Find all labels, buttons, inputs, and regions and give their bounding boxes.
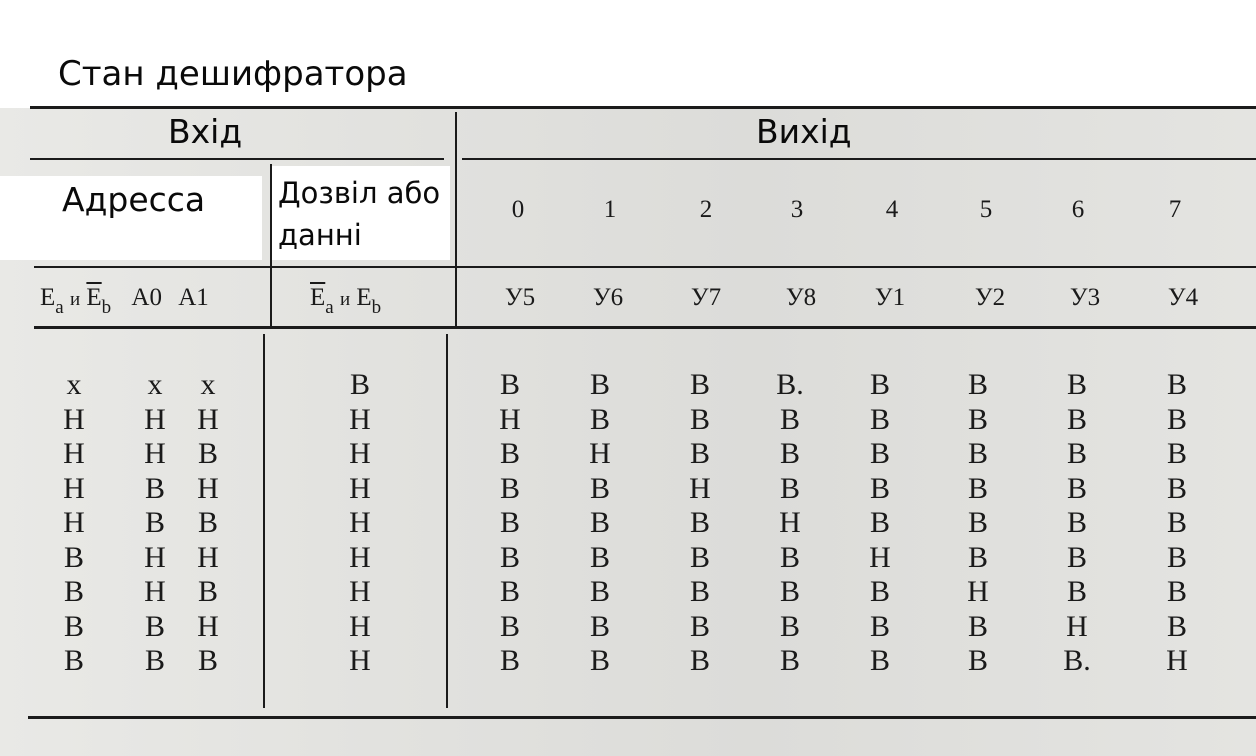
table-cell-output: В bbox=[689, 644, 710, 677]
en-ea-subscript: a bbox=[325, 297, 334, 318]
input-output-divider bbox=[455, 112, 457, 326]
table-cell-output: Н bbox=[499, 403, 521, 436]
en-and-label: и bbox=[339, 289, 351, 310]
top-rule bbox=[30, 106, 1256, 109]
table-cell-a0: Н bbox=[144, 541, 166, 574]
table-cell-ea-eb: В bbox=[63, 541, 84, 574]
input-header: Вхід bbox=[168, 112, 243, 151]
table-cell-output: В bbox=[689, 403, 710, 436]
table-cell-output: В bbox=[689, 575, 710, 608]
table-cell-output: Н bbox=[689, 472, 711, 505]
table-cell-a0: В bbox=[144, 644, 165, 677]
table-cell-output: Н bbox=[967, 575, 989, 608]
enable-header-line1: Дозвіл або bbox=[278, 176, 441, 210]
table-cell-output: Н bbox=[869, 541, 891, 574]
table-cell-a1: В bbox=[197, 575, 218, 608]
table-cell-en: Н bbox=[349, 575, 371, 608]
table-cell-output: В bbox=[499, 575, 520, 608]
address-enable-divider-body bbox=[263, 334, 265, 708]
output-header: Вихід bbox=[756, 112, 852, 151]
address-subheader bbox=[40, 284, 209, 318]
table-cell-a1: В bbox=[197, 437, 218, 470]
table-cell-ea-eb: В bbox=[63, 610, 84, 643]
table-cell-output: В bbox=[499, 506, 520, 539]
table-cell-output: В bbox=[869, 437, 890, 470]
output-code: У8 bbox=[785, 284, 817, 311]
eb-label: $\overline{E}$ bbox=[86, 284, 102, 311]
table-cell-output: В bbox=[1066, 541, 1087, 574]
table-cell-output: В bbox=[499, 541, 520, 574]
table-cell-output: Н bbox=[589, 437, 611, 470]
table-cell-ea-eb: В bbox=[63, 575, 84, 608]
table-cell-en: Н bbox=[349, 437, 371, 470]
table-cell-a0: x bbox=[147, 368, 163, 401]
eb-subscript: b bbox=[101, 297, 112, 318]
table-cell-en: В bbox=[349, 368, 370, 401]
subheader-rule bbox=[34, 266, 1256, 268]
table-cell-output: В bbox=[689, 610, 710, 643]
table-cell-a1: Н bbox=[197, 472, 219, 505]
table-cell-output: В bbox=[499, 437, 520, 470]
table-cell-output: В bbox=[967, 437, 988, 470]
table-cell-output: В bbox=[1166, 368, 1187, 401]
output-code: У5 bbox=[504, 284, 536, 311]
table-cell-output: В bbox=[869, 610, 890, 643]
output-code: У2 bbox=[974, 284, 1006, 311]
output-number: 3 bbox=[790, 196, 804, 223]
table-cell-output: В bbox=[779, 437, 800, 470]
table-cell-output: В bbox=[869, 472, 890, 505]
table-cell-ea-eb: x bbox=[66, 368, 82, 401]
table-cell-output: В bbox=[869, 575, 890, 608]
table-cell-output: Н bbox=[1166, 644, 1188, 677]
table-cell-a0: В bbox=[144, 472, 165, 505]
table-cell-a0: В bbox=[144, 506, 165, 539]
table-cell-output: В bbox=[869, 506, 890, 539]
table-cell-ea-eb: В bbox=[63, 644, 84, 677]
enable-subheader bbox=[310, 284, 382, 318]
table-cell-a1: В bbox=[197, 506, 218, 539]
output-code: У7 bbox=[690, 284, 722, 311]
table-cell-output: В bbox=[869, 368, 890, 401]
table-cell-output: В. bbox=[776, 368, 804, 401]
table-cell-output: В bbox=[779, 472, 800, 505]
and-label: и bbox=[69, 289, 81, 310]
table-cell-output: В bbox=[967, 541, 988, 574]
table-cell-ea-eb: Н bbox=[63, 403, 85, 436]
table-cell-a1: Н bbox=[197, 403, 219, 436]
table-cell-en: Н bbox=[349, 472, 371, 505]
en-eb-subscript: b bbox=[371, 297, 382, 318]
table-cell-output: В bbox=[499, 610, 520, 643]
output-number: 2 bbox=[699, 196, 713, 223]
table-cell-output: В bbox=[689, 437, 710, 470]
enable-header-line2: данні bbox=[278, 218, 362, 252]
output-number: 4 bbox=[885, 196, 899, 223]
table-cell-en: Н bbox=[349, 541, 371, 574]
table-cell-output: В bbox=[589, 506, 610, 539]
table-cell-output: В bbox=[589, 541, 610, 574]
output-header-rule bbox=[462, 158, 1256, 160]
en-e-label: E bbox=[356, 284, 372, 311]
table-cell-output: Н bbox=[1066, 610, 1088, 643]
table-cell-output: В bbox=[1066, 437, 1087, 470]
table-cell-output: В bbox=[1066, 575, 1087, 608]
table-cell-output: В bbox=[1166, 541, 1187, 574]
table-cell-output: В bbox=[1066, 472, 1087, 505]
table-cell-ea-eb: Н bbox=[63, 472, 85, 505]
table-cell-output: В bbox=[1166, 506, 1187, 539]
table-cell-output: В bbox=[589, 644, 610, 677]
table-cell-output: В bbox=[779, 403, 800, 436]
table-cell-output: В bbox=[779, 610, 800, 643]
table-cell-output: В bbox=[689, 506, 710, 539]
table-cell-output: В bbox=[499, 368, 520, 401]
output-number: 1 bbox=[603, 196, 617, 223]
ea-subscript: a bbox=[55, 297, 64, 318]
header-bottom-rule bbox=[34, 326, 1256, 329]
table-cell-a0: В bbox=[144, 610, 165, 643]
table-cell-output: В bbox=[1066, 506, 1087, 539]
output-code: У1 bbox=[874, 284, 906, 311]
table-cell-output: В bbox=[967, 610, 988, 643]
bottom-rule bbox=[28, 716, 1256, 719]
table-cell-output: В bbox=[1166, 472, 1187, 505]
table-cell-output: В bbox=[869, 403, 890, 436]
table-cell-output: В bbox=[1166, 403, 1187, 436]
table-cell-en: Н bbox=[349, 610, 371, 643]
table-cell-a0: Н bbox=[144, 437, 166, 470]
output-code: У6 bbox=[592, 284, 624, 311]
table-cell-a0: Н bbox=[144, 575, 166, 608]
table-cell-output: В bbox=[689, 541, 710, 574]
ea-label: E bbox=[40, 284, 56, 311]
table-cell-a0: Н bbox=[144, 403, 166, 436]
table-cell-a1: В bbox=[197, 644, 218, 677]
output-number: 7 bbox=[1168, 196, 1182, 223]
table-cell-a1: Н bbox=[197, 541, 219, 574]
a0-label: A0 bbox=[131, 284, 162, 311]
output-number: 6 bbox=[1071, 196, 1085, 223]
table-cell-output: В bbox=[967, 403, 988, 436]
table-cell-output: В bbox=[1166, 575, 1187, 608]
table-cell-ea-eb: Н bbox=[63, 506, 85, 539]
table-cell-output: В bbox=[689, 368, 710, 401]
table-cell-output: В bbox=[1066, 368, 1087, 401]
table-cell-output: В bbox=[779, 575, 800, 608]
table-cell-output: В. bbox=[1063, 644, 1091, 677]
table-cell-output: Н bbox=[779, 506, 801, 539]
output-code: У4 bbox=[1167, 284, 1199, 311]
en-ea-label: $\overline{E}$ bbox=[310, 284, 326, 311]
table-cell-output: В bbox=[589, 610, 610, 643]
address-enable-divider bbox=[270, 164, 272, 328]
table-cell-output: В bbox=[967, 644, 988, 677]
table-cell-output: В bbox=[869, 644, 890, 677]
table-cell-output: В bbox=[499, 644, 520, 677]
table-cell-output: В bbox=[967, 472, 988, 505]
page-title: Стан дешифратора bbox=[58, 54, 408, 94]
output-number: 0 bbox=[511, 196, 525, 223]
table-cell-a1: Н bbox=[197, 610, 219, 643]
table-cell-output: В bbox=[589, 403, 610, 436]
table-cell-output: В bbox=[1066, 403, 1087, 436]
a1-label: A1 bbox=[178, 284, 209, 311]
input-output-divider-body bbox=[446, 334, 448, 708]
table-cell-en: Н bbox=[349, 506, 371, 539]
output-number: 5 bbox=[979, 196, 993, 223]
table-cell-ea-eb: Н bbox=[63, 437, 85, 470]
table-cell-output: В bbox=[499, 472, 520, 505]
input-header-rule bbox=[30, 158, 444, 160]
table-cell-output: В bbox=[779, 541, 800, 574]
table-cell-output: В bbox=[779, 644, 800, 677]
table-cell-en: Н bbox=[349, 403, 371, 436]
address-header: Адресса bbox=[62, 180, 206, 219]
table-cell-output: В bbox=[589, 472, 610, 505]
table-cell-a1: x bbox=[200, 368, 216, 401]
table-cell-output: В bbox=[1166, 437, 1187, 470]
table-cell-output: В bbox=[967, 506, 988, 539]
table-cell-output: В bbox=[589, 368, 610, 401]
table-cell-output: В bbox=[1166, 610, 1187, 643]
output-code: У3 bbox=[1069, 284, 1101, 311]
table-cell-output: В bbox=[967, 368, 988, 401]
table-cell-output: В bbox=[589, 575, 610, 608]
table-cell-en: Н bbox=[349, 644, 371, 677]
